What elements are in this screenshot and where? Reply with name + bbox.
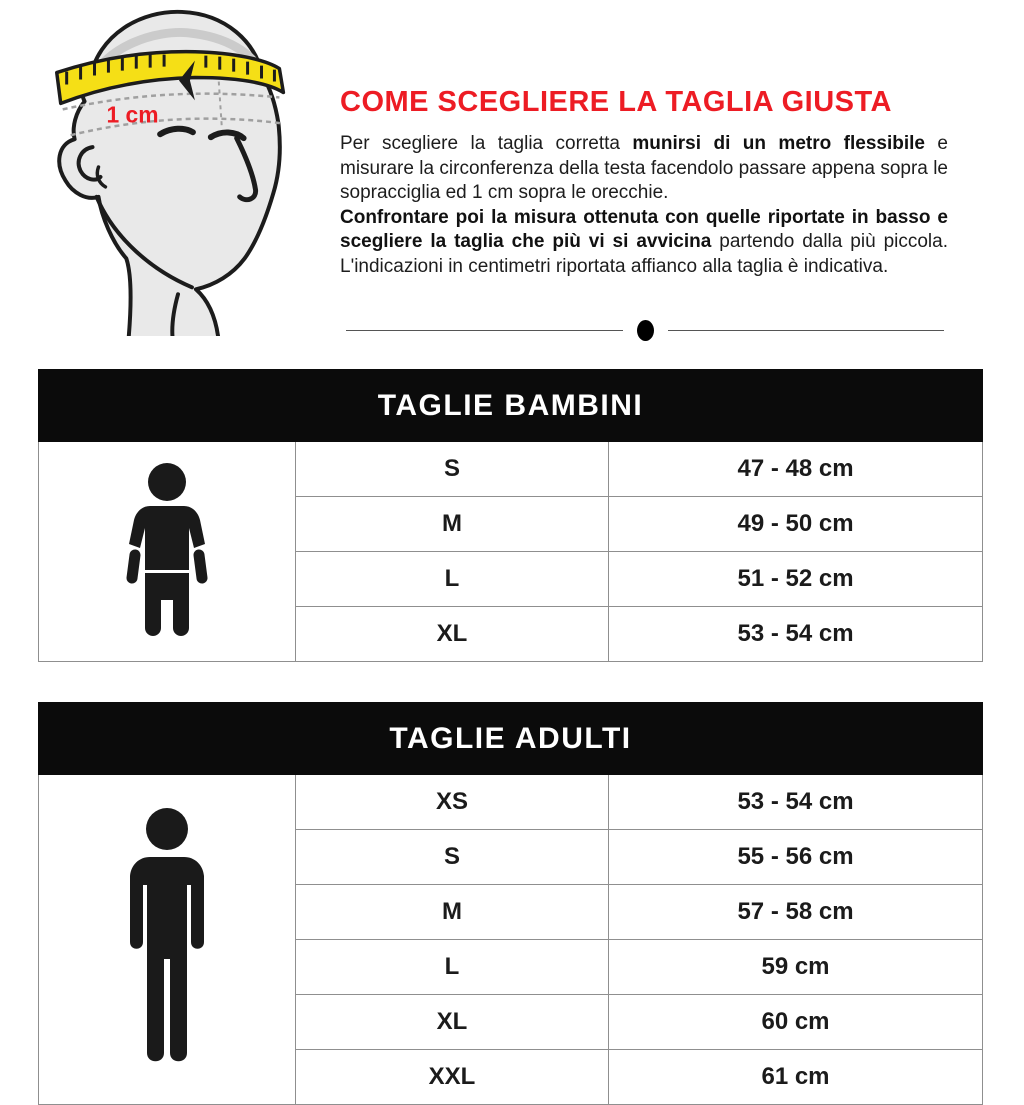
head-measure-illustration <box>30 2 330 336</box>
child-silhouette-icon <box>111 462 223 642</box>
circumference-cell: 55 - 56 cm <box>609 830 983 885</box>
size-cell: S <box>296 830 609 885</box>
circumference-cell: 59 cm <box>609 940 983 995</box>
size-table-adulti <box>38 702 983 1105</box>
size-guide-header <box>0 0 1024 336</box>
table-title: TAGLIE ADULTI <box>39 703 983 775</box>
size-cell: M <box>296 497 609 552</box>
page-title: COME SCEGLIERE LA TAGLIA GIUSTA <box>340 86 892 118</box>
divider-line-left <box>346 330 623 331</box>
size-cell: XL <box>296 607 609 662</box>
size-cell: XS <box>296 775 609 830</box>
table-header-row <box>39 703 983 775</box>
size-cell: L <box>296 552 609 607</box>
measure-label: 1 cm <box>106 101 159 128</box>
table-row <box>39 775 983 830</box>
circumference-cell: 49 - 50 cm <box>609 497 983 552</box>
circumference-cell: 60 cm <box>609 995 983 1050</box>
child-icon <box>39 442 296 662</box>
table-row <box>39 442 983 497</box>
circumference-cell: 47 - 48 cm <box>609 442 983 497</box>
size-cell: XXL <box>296 1050 609 1105</box>
circumference-cell: 53 - 54 cm <box>609 775 983 830</box>
size-cell: L <box>296 940 609 995</box>
size-cell: S <box>296 442 609 497</box>
size-cell: XL <box>296 995 609 1050</box>
instructions-paragraph-1: Per scegliere la taglia corretta munirsi di un metro flessibile e misurare la circonferenza della testa facendolo passare appena sopra le sopracciglia ed 1 cm sopra le orecchie. <box>340 133 948 203</box>
man-silhouette-icon <box>117 807 217 1073</box>
section-divider <box>346 320 944 341</box>
size-cell: M <box>296 885 609 940</box>
divider-line-right <box>668 330 945 331</box>
instructions-paragraph-2: Confrontare poi la misura ottenuta con quelle riportate in basso e scegliere la taglia che più vi si avvicina partendo dalla più piccola. L'indicazioni in centimetri riportata affianco alla taglia è indicativa. <box>340 206 948 277</box>
circumference-cell: 57 - 58 cm <box>609 885 983 940</box>
size-table-bambini <box>38 369 983 662</box>
circumference-cell: 51 - 52 cm <box>609 552 983 607</box>
table-title: TAGLIE BAMBINI <box>39 370 983 442</box>
circumference-cell: 61 cm <box>609 1050 983 1105</box>
circumference-cell: 53 - 54 cm <box>609 607 983 662</box>
table-header-row <box>39 370 983 442</box>
instructions <box>340 86 948 279</box>
divider-dot <box>637 320 654 341</box>
man-icon <box>39 775 296 1105</box>
